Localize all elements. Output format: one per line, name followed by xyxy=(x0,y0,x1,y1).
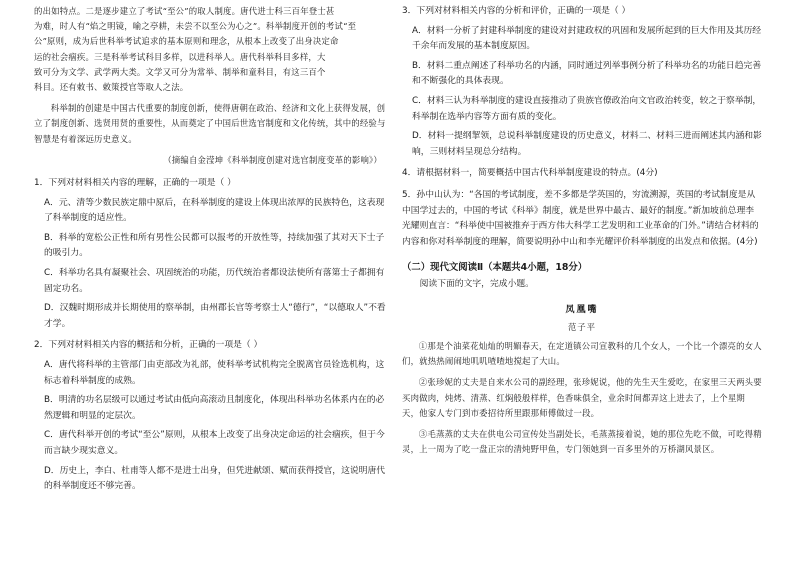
left-column xyxy=(34,4,388,495)
citation: （摘编自金滢坤《科举制度创建对选官制度变革的影响》） xyxy=(163,154,382,165)
question-stem: 3．下列对材料相关内容的分析和评价，正确的一项是（ ） xyxy=(402,6,631,16)
option-a[interactable]: A．材料一分析了封建科举制度的建设对封建政权的巩固和发展所起到的巨大作用及其历经千余年而发展的基本制度原因。 xyxy=(412,25,762,52)
question-3 xyxy=(402,4,762,160)
question-stem: 1．下列对材料相关内容的理解，正确的一项是（ ） xyxy=(34,178,236,189)
question-4: 4．请根据材料一，简要概括中国古代科举制度建设的特点。(4分) xyxy=(402,168,658,179)
question-stem: 2．下列对材料相关内容的概括和分析，正确的一项是（ ） xyxy=(34,340,263,351)
option-c[interactable]: C．唐代科举开创的考试“至公”原则，从根本上改变了出身决定命运的社会痼疾，但于今而言缺少现实意义。 xyxy=(44,430,385,456)
passage-line: 致可分为文学、武学两大类。文学又可分为常举、制举和童科目，有这三百个 xyxy=(34,66,326,77)
article-paragraph-2: ②张珍妮的丈夫是自来水公司的副经理，张珍妮说，他的先生天生爱吃，在家里三天两头要买肉做肉，炖烤、清蒸、红焖般般样样，色香味俱全，业余时间都弄这上进去了，上个星期天，他家人专门到市委招待所里跟那师傅做过一段。 xyxy=(402,377,762,418)
article-paragraph-3: ③毛蒸蒸的丈夫在供电公司宣传处当副处长，毛蒸蒸接着说，她的那位先吃不做，可吃得精灵，上一周为了吃一盘正宗的清炖野甲鱼，专门领她到一百多里外的万桥湖风景区。 xyxy=(402,428,762,455)
option-d[interactable]: D．材料一提纲挈领，总说科举制度建设的历史意义，材料二、材料三进而阐述其内涵和影响，三则材料呈现总分结构。 xyxy=(412,131,762,157)
passage-line: 为难，时人有“焰之明镜，喻之亭耕，未尝不以至公为心之”。科举制度开创的考试“至 xyxy=(34,21,357,32)
right-column xyxy=(402,4,762,457)
option-c[interactable]: C．科举功名具有凝聚社会、巩固统治的功能，历代统治者都设法使所有落第士子都拥有固定功名。 xyxy=(44,268,385,294)
option-a[interactable]: A．元、清等少数民族定鼎中原后，在科举制度的建设上体现出浓厚的民族特色，这表现了科举制度的适应性。 xyxy=(44,197,385,224)
option-a[interactable]: A．唐代将科举的主管部门由吏部改为礼部，使科举考试机构完全脱离官员铨选机构，这标志着科举制度的成熟。 xyxy=(44,359,385,386)
reading-instruction: 阅读下面的文字，完成小题。 xyxy=(419,279,534,290)
option-c[interactable]: C．材料三认为科举制度的建设直接推动了贵族官僚政治向文官政治转变，较之于察举制，科举制在选举内容等方面有质的变化。 xyxy=(412,95,762,122)
passage-line: 运的社会痼疾。三是科举考试科目多样，以进科举人。唐代科举科目多样，大 xyxy=(34,51,326,62)
passage-line: 科目。还有敕书、敕策授官等取人之法。 xyxy=(34,82,189,93)
option-d[interactable]: D．汉魏时期形成并长期使用的察举制，由州郡长官等考察士人“德行”，“以德取人”不看才学。 xyxy=(44,303,386,329)
article-author: 范子平 xyxy=(567,321,597,332)
question-2 xyxy=(34,338,388,494)
option-d[interactable]: D．历史上，李白、杜甫等人都不是进士出身，但凭进献颂、赋而获得授官，这说明唐代的科举制度还不够完善。 xyxy=(44,465,386,492)
passage-line: 的出如特点。二是逐步建立了考试“至公”的取人制度。唐代进士科三百年登士甚 xyxy=(34,6,335,16)
option-b[interactable]: B．科举的宽松公正性和所有男性公民都可以报考的开放性等，持续加强了其对天下士子的吸引力。 xyxy=(44,232,385,259)
passage-paragraph-2: 科举制的创建是中国古代重要的制度创新，使得唐朝在政治、经济和文化上获得发展，创立了制度创新、选贤用贤的重要性，从而奠定了中国后世选官制度和文化传统，其中的经验与智慧是有着深远历史意义。 xyxy=(34,103,386,144)
option-b[interactable]: B．材料二重点阐述了科举功名的内涵，同时通过列举事例分析了科举功名的功能日趋完善和不断强化的具体表现。 xyxy=(412,60,762,87)
passage-line: 公”原则，成为后世科举考试追求的基本原则和理念，从根本上改变了出身决定命 xyxy=(34,36,339,47)
question-5: 5．孙中山认为：“各国的考试制度，差不多都是学英国的，穷流溯源，英国的考试制度是从中国学过去的，中国的考试《科举》制度，就是世界中最古、最好的制度。”新加坡前总理李光耀则直言：“科举使中国被推弃于西方伟大科学工艺发明和工业革命的门外。”请结合材料的内容和你对科举制度的理解，简要说明孙中山和李光耀评价科举制度的出发点和依据。(4分) xyxy=(402,189,759,247)
passage-paragraph-1 xyxy=(34,4,388,95)
section-heading: （二）现代文阅读Ⅱ（本题共4小题，18分） xyxy=(402,262,588,274)
article-title: 凤凰嘴 xyxy=(565,304,599,315)
article-paragraph-1: ①那是个油菜花灿灿的明媚春天，在定道镇公司宣教科的几个女人，一个比一个漂亮的女人们，就热热闹闹地叽叽喳喳地搅起了大山。 xyxy=(402,340,762,367)
question-1 xyxy=(34,176,388,332)
option-b[interactable]: B．明清的功名层级可以通过考试由低向高滚动且制度化，体现出科举功名体系内在的必然逻辑和明显的定层次。 xyxy=(44,395,385,421)
